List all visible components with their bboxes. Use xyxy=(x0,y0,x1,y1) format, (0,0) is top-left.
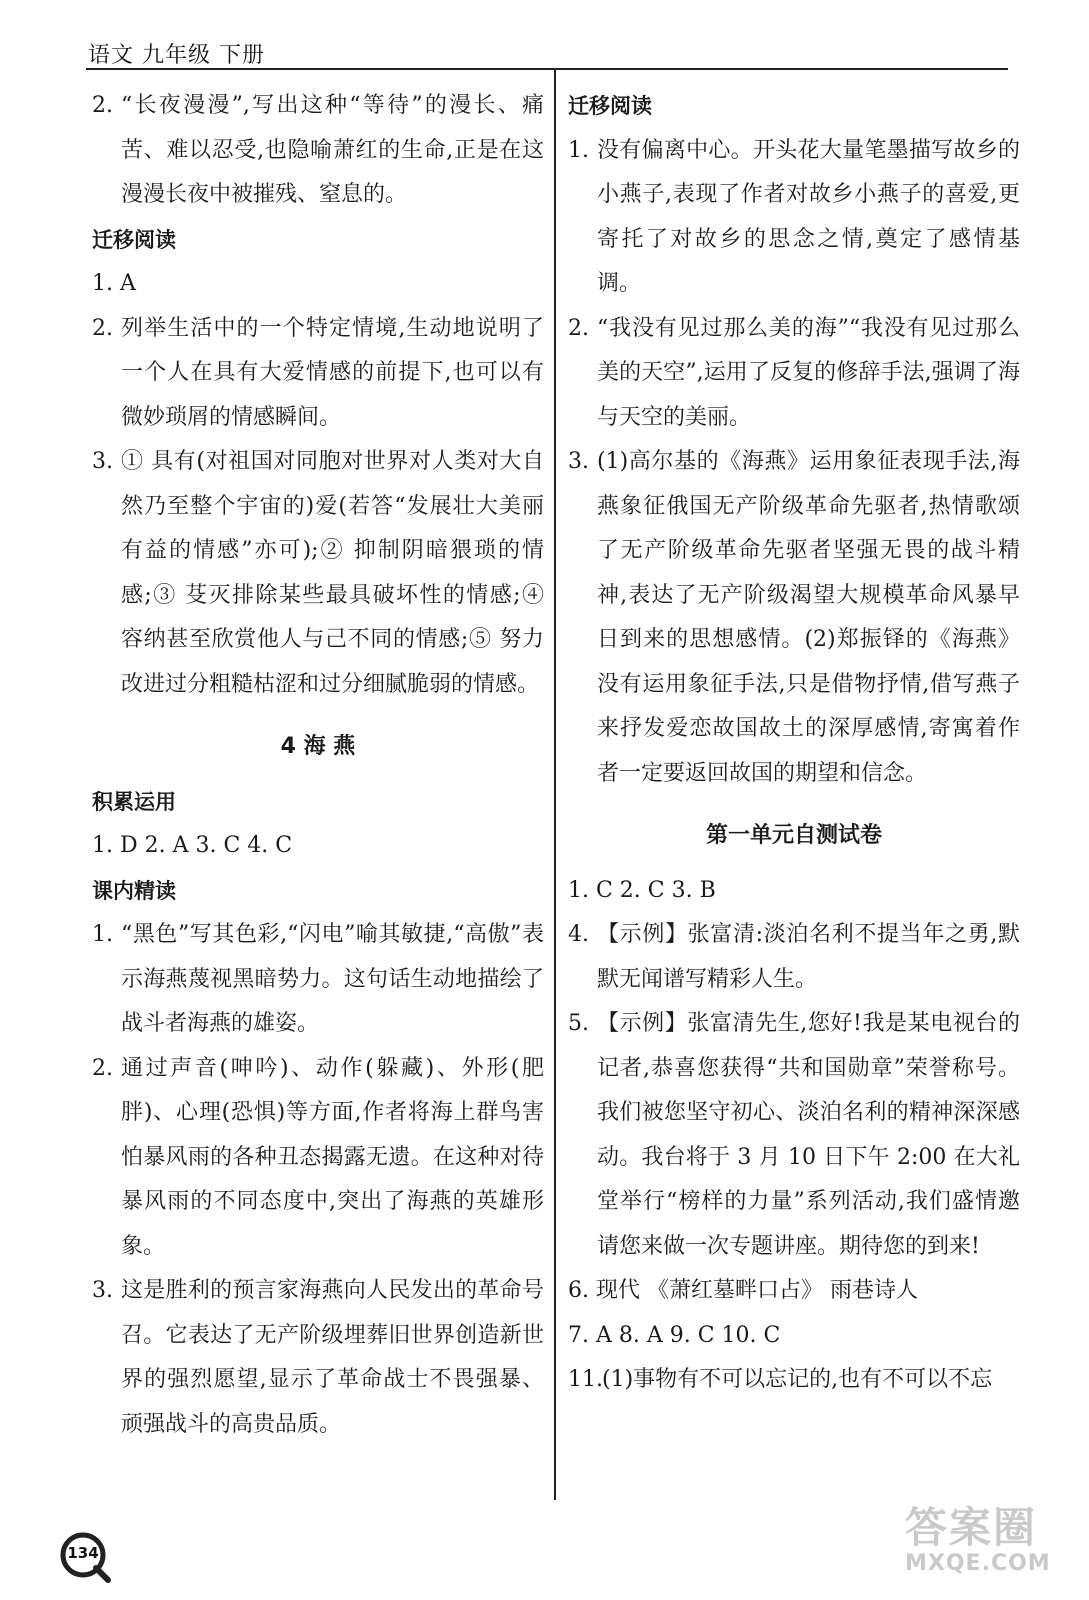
item-text: “长夜漫漫”,写出这种“等待”的漫长、痛苦、难以忍受,也隐喻萧红的生命,正是在这漫漫长夜中被摧残、窒息的。 xyxy=(121,93,544,207)
answer-item xyxy=(92,307,544,441)
answer-item xyxy=(92,1269,544,1447)
answer-line: 1. A xyxy=(92,271,136,296)
item-number: 3. xyxy=(568,449,589,474)
item-text: 这是胜利的预言家海燕向人民发出的革命号召。它表达了无产阶级埋葬旧世界创造新世界的强烈愿望,显示了革命战士不畏强暴、顽强战斗的高贵品质。 xyxy=(121,1278,544,1437)
answer-line: 1. C 2. C 3. B xyxy=(568,877,716,903)
watermark-url: MXQE.COM xyxy=(905,1551,1051,1576)
item-number: 3. xyxy=(92,449,113,474)
chapter-title: 4 海 燕 xyxy=(280,734,356,759)
page-number-badge xyxy=(58,1530,112,1584)
item-text: 【示例】张富清:淡泊名利不提当年之勇,默默无闻谱写精彩人生。 xyxy=(597,922,1020,992)
item-number: 3. xyxy=(92,1278,113,1303)
header-rule xyxy=(86,68,1008,70)
item-text: “我没有见过那么美的海”“我没有见过那么美的天空”,运用了反复的修辞手法,强调了海与天空的美丽。 xyxy=(597,315,1020,430)
item-text: 列举生活中的一个特定情境,生动地说明了一个人在具有大爱情感的前提下,也可以有微妙琐屑的情感瞬间。 xyxy=(121,315,544,430)
item-number: 2. xyxy=(92,315,113,341)
answer-item xyxy=(92,1047,544,1270)
item-number: 1. xyxy=(568,137,589,163)
item-text: (1)高尔基的《海燕》运用象征表现手法,海燕象征俄国无产阶级革命先驱者,热情歌颂了无产阶级革命先驱者坚强无畏的战斗精神,表达了无产阶级渴望大规模革命风暴早日到来的思想感情。(2)郑振铎的《海燕》没有运用象征手法,只是借物抒情,借写燕子来抒发爱恋故国故土的深厚感情,寄寓着作者一定要返回故国的期望和信念。 xyxy=(597,449,1020,786)
section-heading: 迁移阅读 xyxy=(568,94,652,118)
item-number: 5. xyxy=(568,1011,589,1036)
answer-item xyxy=(568,913,1020,1002)
section-heading: 课内精读 xyxy=(92,878,176,903)
chapter-title: 第一单元自测试卷 xyxy=(705,823,882,848)
answer-item xyxy=(568,129,1020,307)
item-number: 2. xyxy=(92,1055,113,1081)
answer-item xyxy=(568,1358,1020,1403)
watermark-logo: 答案圈 xyxy=(905,1503,1038,1552)
section-heading: 积累运用 xyxy=(92,789,176,814)
section-heading: 迁移阅读 xyxy=(92,227,176,252)
item-number: 1. xyxy=(92,922,113,947)
answer-item xyxy=(568,440,1020,796)
item-text: 没有偏离中心。开头花大量笔墨描写故乡的小燕子,表现了作者对故乡小燕子的喜爱,更寄托了对故乡的思念之情,奠定了感情基调。 xyxy=(597,137,1020,296)
answer-line: 6. 现代 《萧红墓畔口占》 雨巷诗人 xyxy=(568,1278,918,1303)
watermark xyxy=(905,1505,1051,1577)
item-text: (1)事物有不可以忘记的,也有不可以不忘 xyxy=(602,1367,993,1392)
answer-line: 7. A 8. A 9. C 10. C xyxy=(568,1322,781,1348)
left-column xyxy=(92,84,544,1447)
right-column xyxy=(568,84,1020,1403)
answer-item xyxy=(568,1002,1020,1269)
page-number: 134 xyxy=(67,1544,99,1562)
item-text: 【示例】张富清先生,您好!我是某电视台的记者,恭喜您获得“共和国勋章”荣誉称号。我们被您坚守初心、淡泊名利的精神深深感动。我台将于 3 月 10 日下午 2:00 在大礼堂举行“榜样的力量”系列活动,我们盛情邀请您来做一次专题讲座。期待您的到来! xyxy=(597,1011,1020,1259)
header-title: 语文 九年级 下册 xyxy=(88,43,265,68)
item-number: 2. xyxy=(92,93,113,118)
answer-item xyxy=(92,440,544,707)
item-number: 4. xyxy=(568,922,589,947)
answer-item xyxy=(92,84,544,218)
answer-line: 1. D 2. A 3. C 4. C xyxy=(92,833,293,858)
item-text: 通过声音(呻吟)、动作(躲藏)、外形(肥胖)、心理(恐惧)等方面,作者将海上群鸟害怕暴风雨的各种丑态揭露无遗。在这种对待暴风雨的不同态度中,突出了海燕的英雄形象。 xyxy=(121,1055,544,1259)
item-number: 2. xyxy=(568,315,589,341)
item-number: 11. xyxy=(568,1367,603,1392)
answer-item xyxy=(568,307,1020,441)
item-text: ① 具有(对祖国对同胞对世界对人类对大自然乃至整个宇宙的)爱(若答“发展壮大美丽有益的情感”亦可);② 抑制阴暗猥琐的情感;③ 芟灭排除某些最具破坏性的情感;④ 容纳甚至欣赏他人与己不同的情感;⑤ 努力改进过分粗糙枯涩和过分细腻脆弱的情感。 xyxy=(121,449,544,697)
answer-item xyxy=(92,913,544,1047)
column-divider xyxy=(554,70,556,1500)
item-text: “黑色”写其色彩,“闪电”喻其敏捷,“高傲”表示海燕蔑视黑暗势力。这句话生动地描绘了战斗者海燕的雄姿。 xyxy=(121,922,544,1036)
